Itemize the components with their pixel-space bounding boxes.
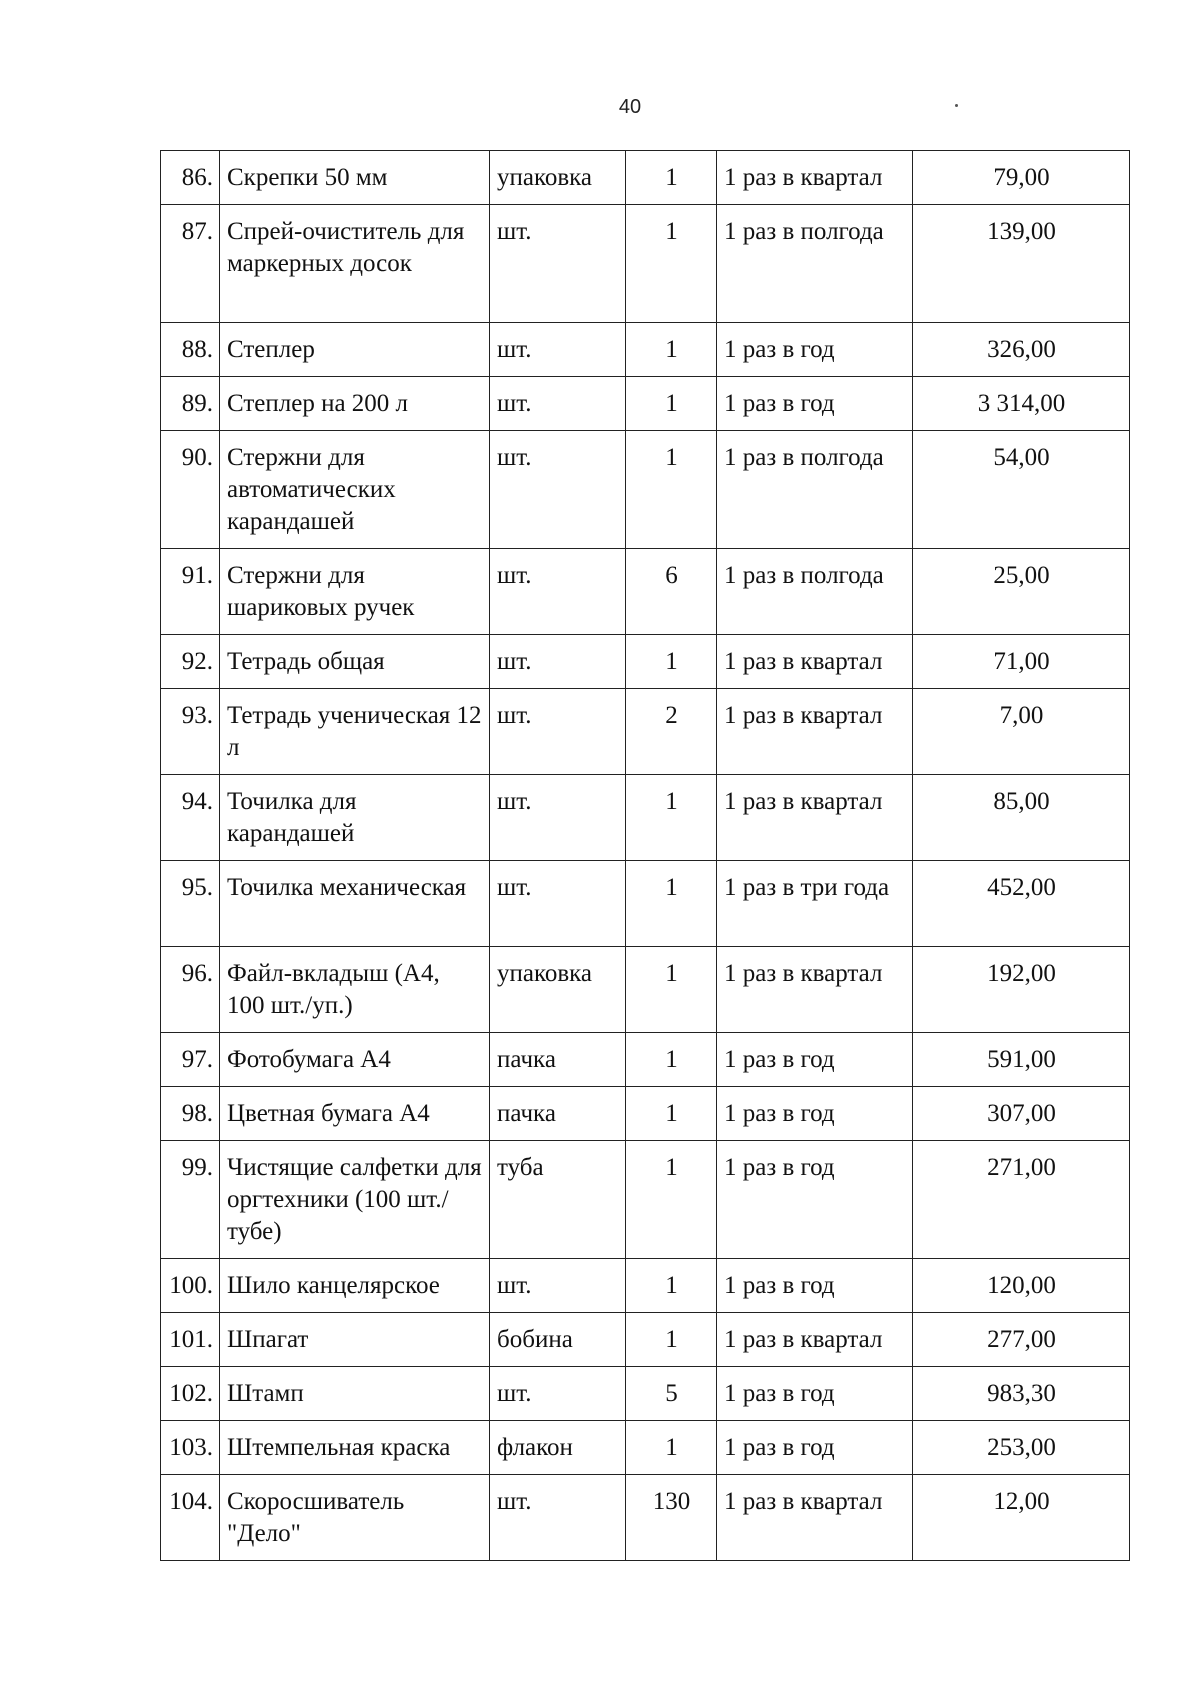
item-price: 120,00 [913, 1259, 1130, 1313]
row-number: 94. [161, 775, 220, 861]
item-name: Степлер [220, 323, 490, 377]
table-row [161, 549, 1130, 635]
item-name: Спрей-очиститель для маркерных досок [220, 205, 490, 323]
item-frequency: 1 раз в квартал [717, 689, 913, 775]
scan-speck [955, 104, 958, 107]
item-quantity: 2 [626, 689, 717, 775]
table-row [161, 689, 1130, 775]
item-price: 277,00 [913, 1313, 1130, 1367]
item-frequency: 1 раз в квартал [717, 635, 913, 689]
item-name: Шило канцелярское [220, 1259, 490, 1313]
item-price: 71,00 [913, 635, 1130, 689]
row-number: 101. [161, 1313, 220, 1367]
item-price: 79,00 [913, 151, 1130, 205]
item-unit: туба [490, 1141, 626, 1259]
table-row [161, 431, 1130, 549]
table-row [161, 377, 1130, 431]
row-number: 89. [161, 377, 220, 431]
item-unit: шт. [490, 775, 626, 861]
item-name: Чистящие салфетки для оргтехники (100 шт./тубе) [220, 1141, 490, 1259]
row-number: 86. [161, 151, 220, 205]
row-number: 97. [161, 1033, 220, 1087]
item-price: 85,00 [913, 775, 1130, 861]
row-number: 88. [161, 323, 220, 377]
item-name: Скоросшиватель "Дело" [220, 1475, 490, 1561]
table-row [161, 1259, 1130, 1313]
item-price: 326,00 [913, 323, 1130, 377]
item-quantity: 1 [626, 1033, 717, 1087]
item-unit: шт. [490, 1367, 626, 1421]
item-quantity: 1 [626, 323, 717, 377]
item-name: Файл-вкладыш (А4, 100 шт./уп.) [220, 947, 490, 1033]
item-frequency: 1 раз в год [717, 1259, 913, 1313]
row-number: 98. [161, 1087, 220, 1141]
table-row [161, 1033, 1130, 1087]
item-frequency: 1 раз в год [717, 1421, 913, 1475]
item-quantity: 5 [626, 1367, 717, 1421]
row-number: 90. [161, 431, 220, 549]
item-name: Шпагат [220, 1313, 490, 1367]
item-unit: шт. [490, 1475, 626, 1561]
item-quantity: 1 [626, 377, 717, 431]
item-quantity: 1 [626, 205, 717, 323]
row-number: 99. [161, 1141, 220, 1259]
row-number: 102. [161, 1367, 220, 1421]
item-unit: шт. [490, 635, 626, 689]
table-row [161, 947, 1130, 1033]
item-price: 54,00 [913, 431, 1130, 549]
item-price: 253,00 [913, 1421, 1130, 1475]
item-price: 983,30 [913, 1367, 1130, 1421]
item-price: 591,00 [913, 1033, 1130, 1087]
item-frequency: 1 раз в квартал [717, 775, 913, 861]
item-unit: пачка [490, 1033, 626, 1087]
item-unit: шт. [490, 431, 626, 549]
item-quantity: 1 [626, 1259, 717, 1313]
row-number: 92. [161, 635, 220, 689]
item-frequency: 1 раз в квартал [717, 1475, 913, 1561]
table-row [161, 1141, 1130, 1259]
item-frequency: 1 раз в полгода [717, 549, 913, 635]
item-quantity: 1 [626, 1421, 717, 1475]
item-name: Тетрадь общая [220, 635, 490, 689]
page-number: 40 [618, 96, 642, 118]
table-row [161, 775, 1130, 861]
item-price: 7,00 [913, 689, 1130, 775]
item-price: 307,00 [913, 1087, 1130, 1141]
row-number: 93. [161, 689, 220, 775]
item-price: 3 314,00 [913, 377, 1130, 431]
item-unit: пачка [490, 1087, 626, 1141]
item-name: Штемпельная краска [220, 1421, 490, 1475]
item-quantity: 1 [626, 861, 717, 947]
item-frequency: 1 раз в год [717, 1087, 913, 1141]
row-number: 103. [161, 1421, 220, 1475]
item-name: Точилка для карандашей [220, 775, 490, 861]
item-frequency: 1 раз в полгода [717, 431, 913, 549]
item-quantity: 1 [626, 1087, 717, 1141]
item-quantity: 1 [626, 635, 717, 689]
item-frequency: 1 раз в три года [717, 861, 913, 947]
item-quantity: 1 [626, 1313, 717, 1367]
item-price: 452,00 [913, 861, 1130, 947]
table-row [161, 1313, 1130, 1367]
item-frequency: 1 раз в год [717, 1141, 913, 1259]
item-name: Тетрадь ученическая 12 л [220, 689, 490, 775]
table-body [161, 151, 1130, 1561]
item-unit: шт. [490, 323, 626, 377]
item-name: Фотобумага А4 [220, 1033, 490, 1087]
item-unit: шт. [490, 861, 626, 947]
item-unit: шт. [490, 689, 626, 775]
table-row [161, 1475, 1130, 1561]
item-price: 192,00 [913, 947, 1130, 1033]
item-name: Точилка механическая [220, 861, 490, 947]
item-quantity: 1 [626, 151, 717, 205]
item-frequency: 1 раз в год [717, 377, 913, 431]
supplies-table [160, 150, 1130, 1561]
item-quantity: 130 [626, 1475, 717, 1561]
item-name: Стержни для автоматических карандашей [220, 431, 490, 549]
item-unit: шт. [490, 205, 626, 323]
item-frequency: 1 раз в год [717, 1033, 913, 1087]
item-price: 25,00 [913, 549, 1130, 635]
item-name: Степлер на 200 л [220, 377, 490, 431]
item-unit: шт. [490, 549, 626, 635]
item-name: Стержни для шариковых ручек [220, 549, 490, 635]
item-unit: упаковка [490, 151, 626, 205]
item-unit: флакон [490, 1421, 626, 1475]
item-quantity: 1 [626, 431, 717, 549]
item-frequency: 1 раз в полгода [717, 205, 913, 323]
row-number: 91. [161, 549, 220, 635]
item-quantity: 1 [626, 1141, 717, 1259]
table-row [161, 1421, 1130, 1475]
item-frequency: 1 раз в квартал [717, 1313, 913, 1367]
row-number: 96. [161, 947, 220, 1033]
table-row [161, 151, 1130, 205]
item-name: Цветная бумага А4 [220, 1087, 490, 1141]
table-row [161, 635, 1130, 689]
item-quantity: 1 [626, 947, 717, 1033]
row-number: 104. [161, 1475, 220, 1561]
item-unit: шт. [490, 1259, 626, 1313]
row-number: 87. [161, 205, 220, 323]
item-unit: шт. [490, 377, 626, 431]
table-row [161, 861, 1130, 947]
table-row [161, 205, 1130, 323]
table-row [161, 323, 1130, 377]
item-name: Штамп [220, 1367, 490, 1421]
item-price: 139,00 [913, 205, 1130, 323]
item-frequency: 1 раз в год [717, 323, 913, 377]
table-row [161, 1087, 1130, 1141]
row-number: 95. [161, 861, 220, 947]
table-row [161, 1367, 1130, 1421]
item-frequency: 1 раз в квартал [717, 947, 913, 1033]
item-name: Скрепки 50 мм [220, 151, 490, 205]
item-quantity: 1 [626, 775, 717, 861]
item-frequency: 1 раз в год [717, 1367, 913, 1421]
item-frequency: 1 раз в квартал [717, 151, 913, 205]
item-price: 12,00 [913, 1475, 1130, 1561]
row-number: 100. [161, 1259, 220, 1313]
item-unit: упаковка [490, 947, 626, 1033]
item-quantity: 6 [626, 549, 717, 635]
item-unit: бобина [490, 1313, 626, 1367]
item-price: 271,00 [913, 1141, 1130, 1259]
